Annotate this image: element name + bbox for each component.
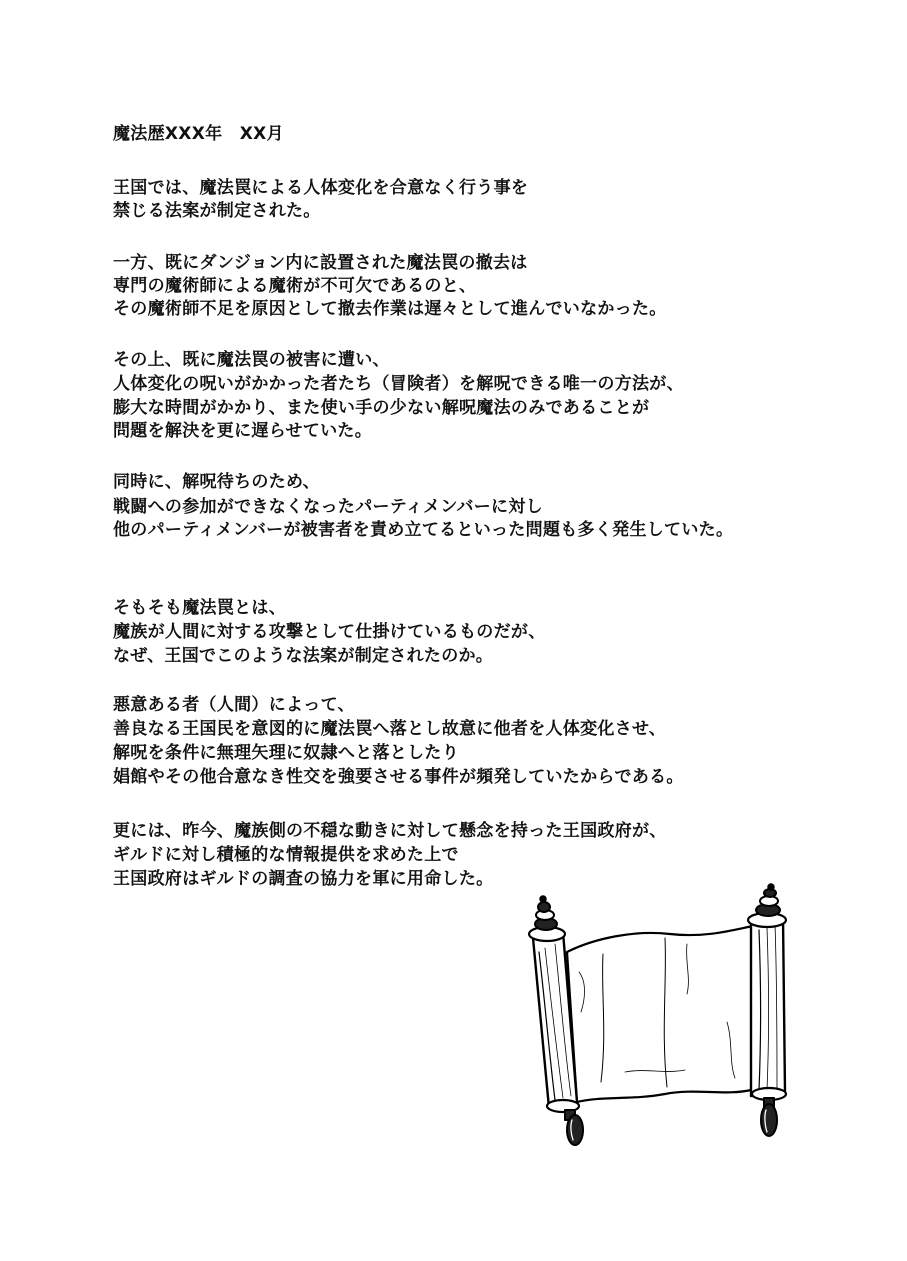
paragraph-line: 更には、昨今、魔族側の不穏な動きに対して懸念を持った王国政府が、 xyxy=(113,821,667,841)
paragraph-line: そもそも魔法罠とは、 xyxy=(113,598,286,618)
paragraph-line: 専門の魔術師による魔術が不可欠であるのと、 xyxy=(113,276,477,296)
paragraph-line: 人体変化の呪いがかかった者たち（冒険者）を解呪できる唯一の方法が、 xyxy=(113,374,684,394)
paragraph-line: 他のパーティメンバーが被害者を責め立てるといった問題も多く発生していた。 xyxy=(113,520,734,540)
date-line: 魔法歴XXX年 XX月 xyxy=(113,124,284,144)
paragraph-line: 王国では、魔法罠による人体変化を合意なく行う事を xyxy=(113,178,529,198)
paragraph-line: 同時に、解呪待ちのため、 xyxy=(113,472,320,492)
paragraph-line: 一方、既にダンジョン内に設置された魔法罠の撤去は xyxy=(113,253,528,273)
paragraph-line: 膨大な時間がかかり、また使い手の少ない解呪魔法のみであることが xyxy=(113,398,650,418)
paragraph-line: 娼館やその他合意なき性交を強要させる事件が頻発していたからである。 xyxy=(113,767,684,787)
paragraph-line: 戦闘への参加ができなくなったパーティメンバーに対し xyxy=(113,497,543,517)
paragraph-line: 悪意ある者（人間）によって、 xyxy=(113,695,355,715)
paragraph-line: 禁じる法案が制定された。 xyxy=(113,201,321,221)
paragraph-line: 王国政府はギルドの調査の協力を軍に用命した。 xyxy=(113,869,494,889)
paragraph-line: 魔族が人間に対する攻撃として仕掛けているものだが、 xyxy=(113,622,546,642)
paragraph-line: その上、既に魔法罠の被害に遭い、 xyxy=(113,350,390,370)
paragraph-line: その魔術師不足を原因として撤去作業は遅々として進んでいなかった。 xyxy=(113,299,667,319)
paragraph-line: 解呪を条件に無理矢理に奴隷へと落としたり xyxy=(113,743,459,763)
scroll-icon xyxy=(515,882,800,1147)
paragraph-line: 問題を解決を更に遅らせていた。 xyxy=(113,421,372,441)
paragraph-line: なぜ、王国でこのような法案が制定されたのか。 xyxy=(113,646,494,666)
paragraph-line: 善良なる王国民を意図的に魔法罠へ落とし故意に他者を人体変化させ、 xyxy=(113,719,667,739)
paragraph-line: ギルドに対し積極的な情報提供を求めた上で xyxy=(113,845,459,865)
